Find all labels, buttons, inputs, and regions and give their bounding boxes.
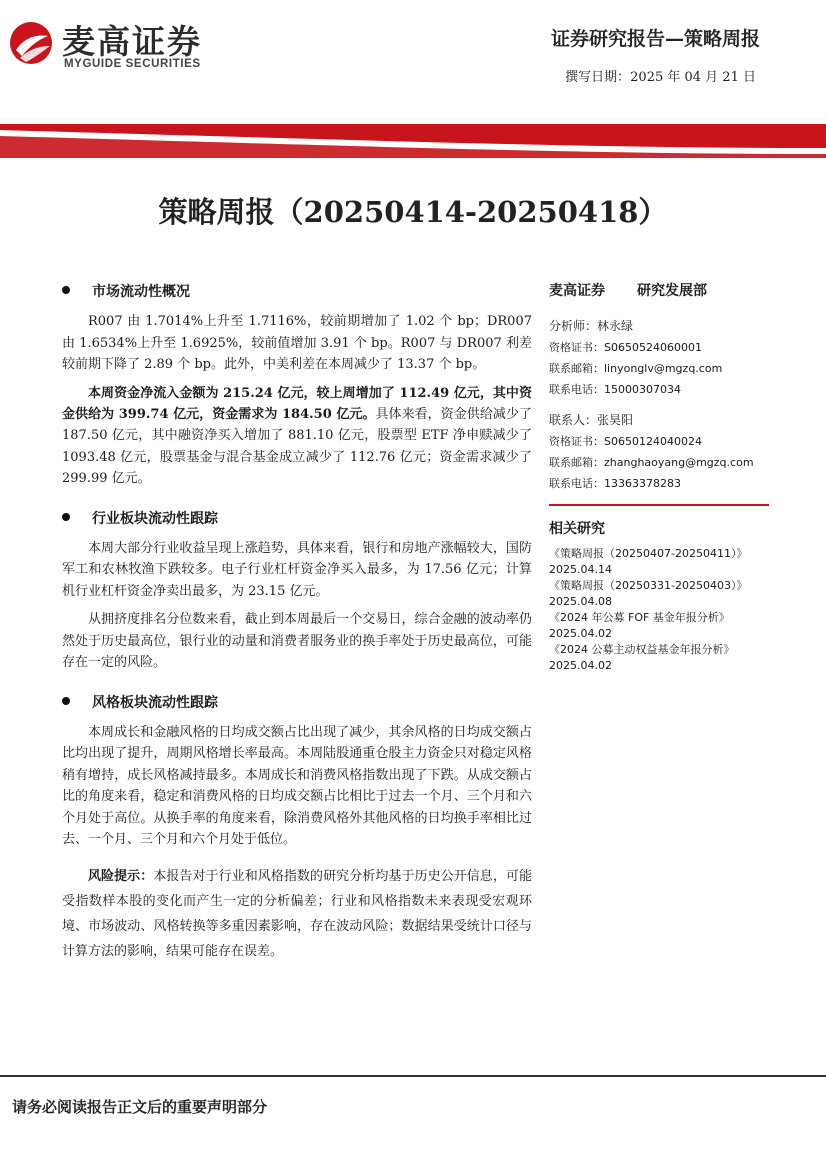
bullet-icon xyxy=(62,286,70,294)
contact-phone: 联系电话：13363378283 xyxy=(549,477,681,490)
related-date: 2025.04.14 xyxy=(549,563,612,576)
report-type: 证券研究报告—策略周报 xyxy=(550,28,760,50)
logo-mark-icon xyxy=(8,20,54,66)
logo-name: 麦高证券 xyxy=(62,22,202,61)
section-heading: 风格板块流动性跟踪 xyxy=(62,693,532,714)
related-date: 2025.04.02 xyxy=(549,627,612,640)
related-list xyxy=(549,546,769,674)
footer-divider xyxy=(0,1075,826,1077)
bullet-icon xyxy=(62,697,70,705)
related-item[interactable]: 《2024 公募主动权益基金年报分析》 xyxy=(549,643,735,656)
related-date: 2025.04.08 xyxy=(549,595,612,608)
paragraph: 从拥挤度排名分位数来看，截止到本周最后一个交易日，综合金融的波动率仍然处于历史最高位，银行业的动量和消费者服务业的换手率处于历史最高位，可能存在一定的风险。 xyxy=(62,612,532,671)
related-item[interactable]: 《策略周报（20250407-20250411）》 xyxy=(549,547,748,560)
bullet-icon xyxy=(62,513,70,521)
footer-disclaimer: 请务必阅读报告正文后的重要声明部分 xyxy=(12,1098,268,1116)
sidebar xyxy=(549,280,769,674)
analyst-cert: 资格证书：S0650524060001 xyxy=(549,341,702,354)
section-heading: 行业板块流动性跟踪 xyxy=(62,509,532,530)
report-date: 撰写日期：2025 年 04 月 21 日 xyxy=(565,70,756,85)
related-item[interactable]: 《2024 年公募 FOF 基金年报分析》 xyxy=(549,611,730,624)
header-band xyxy=(0,124,826,158)
analyst-phone: 联系电话：15000307034 xyxy=(549,383,681,396)
risk-warning: 风险提示：本报告对于行业和风格指数的研究分析均基于历史公开信息，可能受指数样本股的变化而产生一定的分析偏差；行业和风格指数未来表现受宏观环境、市场波动、风格转换等多重因素影响，存在波动风险；数据结果受统计口径与计算方法的影响，结果可能存在误差。 xyxy=(62,869,532,960)
related-date: 2025.04.02 xyxy=(549,659,612,672)
paragraph: 本周成长和金融风格的日均成交额占比出现了减少，其余风格的日均成交额占比均出现了提升，周期风格增长率最高。本周陆股通重仓股主力资金只对稳定风格稍有增持，成长风格减持最多。本周成长和消费风格指数出现了下跌。从成交额占比的角度来看，稳定和消费风格的日均成交额占比相比于过去一个月、三个月和六个月处于高位。从换手率的角度来看，除消费风格外其他风格的日均换手率相比过去、一个月、三个月和六个月处于低位。 xyxy=(62,724,532,847)
related-item[interactable]: 《策略周报（20250331-20250403）》 xyxy=(549,579,748,592)
paragraph: 本周大部分行业收益呈现上涨趋势，具体来看，银行和房地产涨幅较大，国防军工和农林牧渔下跌较多。电子行业杠杆资金净买入最多，为 17.56 亿元；计算机行业杠杆资金净卖出最多，为 23.15 亿元。 xyxy=(62,541,532,599)
page-title: 策略周报（20250414-20250418） xyxy=(158,195,668,229)
paragraph: 本周资金净流入金额为 215.24 亿元，较上周增加了 112.49 亿元，其中资金供给为 399.74 亿元，资金需求为 184.50 亿元。具体来看，资金供给减少了 187.50 亿元，其中融资净买入增加了 881.10 亿元，股票型 ETF 净申赎减少了 1093.48 亿元，股票基金与混合基金成立减少了 112.76 亿元；资金需求减少了 299.99 亿元。 xyxy=(62,385,532,487)
contact-email[interactable]: 联系邮箱：zhanghaoyang@mgzq.com xyxy=(549,456,754,469)
logo-english-name: MYGUIDE SECURITIES xyxy=(64,58,201,70)
divider xyxy=(549,504,769,506)
contact-name: 联系人：张昊阳 xyxy=(549,413,634,427)
contact-cert: 资格证书：S0650124040024 xyxy=(549,435,702,448)
paragraph: R007 由 1.7014%上升至 1.7116%，较前期增加了 1.02 个 bp；DR007 由 1.6534%上升至 1.6925%，较前值增加 3.91 个 bp。R007 与 DR007 利差较前期下降了 2.89 个 bp。此外，中美利差在本周减少了 13.37 个 bp。 xyxy=(62,314,532,373)
department: 麦高证券 研究发展部 xyxy=(549,283,707,299)
main-content xyxy=(62,282,532,977)
analyst-name: 分析师：林永绿 xyxy=(549,319,634,333)
related-title: 相关研究 xyxy=(549,521,605,537)
section-heading: 市场流动性概况 xyxy=(62,282,532,303)
analyst-email[interactable]: 联系邮箱：linyonglv@mgzq.com xyxy=(549,362,723,375)
